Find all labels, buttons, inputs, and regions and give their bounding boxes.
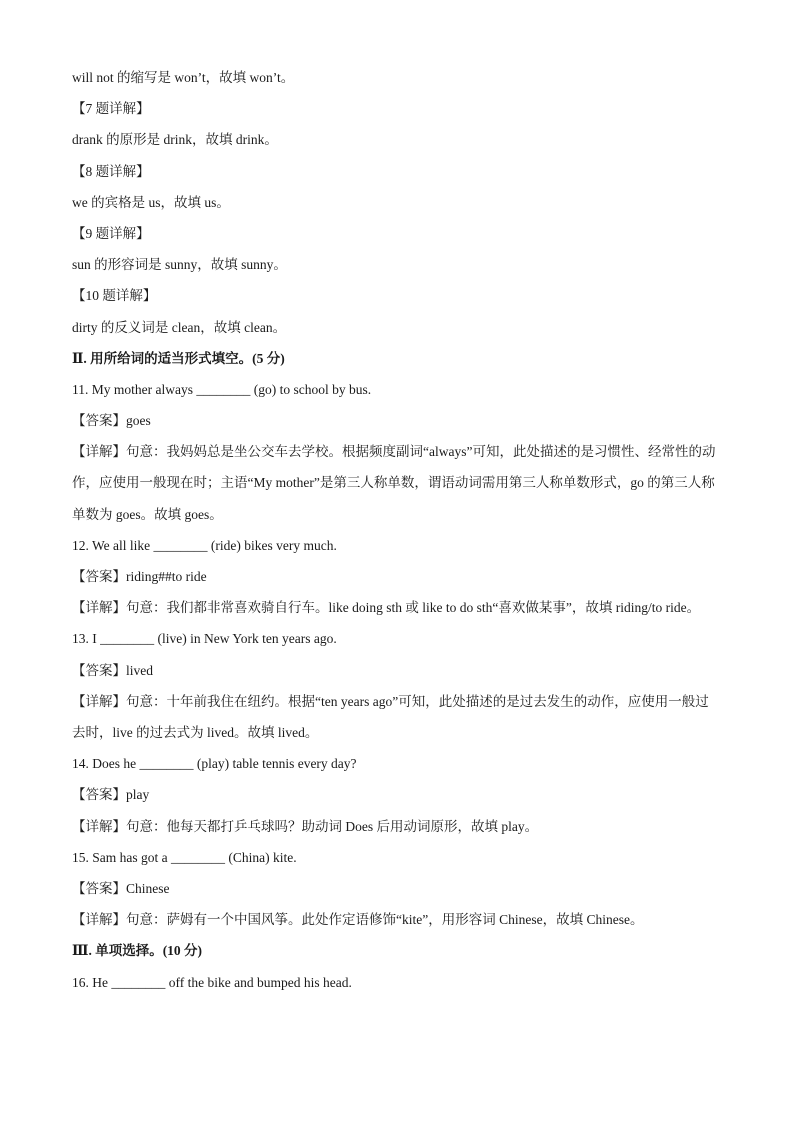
text-line: dirty 的反义词是 clean，故填 clean。 bbox=[72, 319, 287, 335]
answer-15: 【答案】Chinese bbox=[72, 880, 170, 896]
section-header: 【9 题详解】 bbox=[72, 225, 150, 241]
text-line: we 的宾格是 us，故填 us。 bbox=[72, 194, 230, 210]
question-15: 15. Sam has got a ________ (China) kite. bbox=[72, 849, 297, 865]
explanation-14: 【详解】句意：他每天都打乒乓球吗？助动词 Does 后用动词原形，故填 play。 bbox=[72, 818, 539, 834]
section-title: Ⅲ. 单项选择。(10 分) bbox=[72, 943, 203, 959]
section-header: 【10 题详解】 bbox=[72, 288, 157, 304]
explanation-15: 【详解】句意：萨姆有一个中国风筝。此处作定语修饰“kite”，用形容词 Chinese，故填 Chinese。 bbox=[72, 912, 644, 928]
answer-13: 【答案】lived bbox=[72, 662, 153, 678]
question-12: 12. We all like ________ (ride) bikes very much. bbox=[72, 537, 337, 553]
answer-14: 【答案】play bbox=[72, 787, 150, 803]
explanation-13: 【详解】句意：十年前我住在纽约。根据“ten years ago”可知，此处描述的是过去发生的动作，应使用一般过去时，live 的过去式为 lived。故填 lived。 bbox=[72, 693, 709, 741]
answer-12: 【答案】riding##to ride bbox=[72, 569, 207, 585]
question-13: 13. I ________ (live) in New York ten years ago. bbox=[72, 631, 337, 647]
explanation-11: 【详解】句意：我妈妈总是坐公交车去学校。根据频度副词“always”可知，此处描述的是习惯性、经常性的动作，应使用一般现在时；主语“My mother”是第三人称单数，谓语动词需用第三人称单数形式，go 的第三人称单数为 goes。故填 goes。 bbox=[72, 444, 716, 522]
section-header: 【8 题详解】 bbox=[72, 163, 150, 179]
question-11: 11. My mother always ________ (go) to school by bus. bbox=[72, 381, 372, 397]
text-line: drank 的原形是 drink，故填 drink。 bbox=[72, 132, 278, 148]
section-title: Ⅱ. 用所给词的适当形式填空。(5 分) bbox=[72, 350, 285, 366]
document-page bbox=[72, 62, 722, 998]
explanation-12: 【详解】句意：我们都非常喜欢骑自行车。like doing sth 或 like to do sth“喜欢做某事”，故填 riding/to ride。 bbox=[72, 600, 701, 616]
question-16: 16. He ________ off the bike and bumped his head. bbox=[72, 974, 352, 990]
question-14: 14. Does he ________ (play) table tennis every day? bbox=[72, 756, 357, 772]
text-line: sun 的形容词是 sunny，故填 sunny。 bbox=[72, 257, 287, 273]
text-line: will not 的缩写是 won’t，故填 won’t。 bbox=[72, 70, 295, 85]
section-header: 【7 题详解】 bbox=[72, 101, 150, 117]
answer-11: 【答案】goes bbox=[72, 413, 151, 429]
